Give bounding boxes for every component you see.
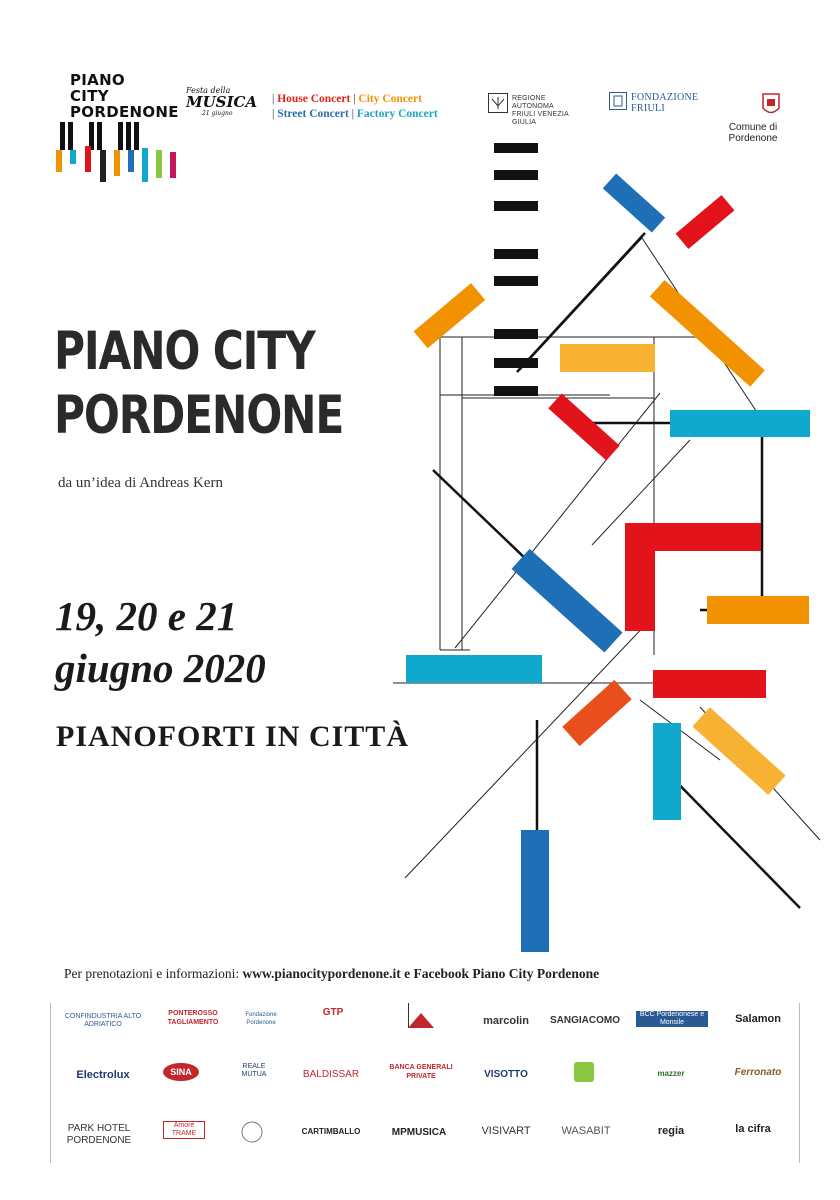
regione-line-2: FRIULI VENEZIA GIULIA xyxy=(512,111,569,126)
sponsor-la-cifra: la cifra xyxy=(735,1123,771,1135)
title-line-2: PORDENONE xyxy=(54,385,344,446)
sponsor-red-roof-icon xyxy=(406,1003,436,1033)
main-title xyxy=(54,320,343,448)
fondazione-line-2: FRIULI xyxy=(631,103,666,114)
sponsor-sangiacomo: SANGIACOMO xyxy=(550,1015,620,1026)
sponsor-baldissar: BALDISSAR xyxy=(302,1069,360,1080)
sponsor-marcolin: marcolin xyxy=(483,1015,529,1027)
sponsor-visivart: VISIVART xyxy=(481,1125,531,1137)
festa-line-3: 21 giugno xyxy=(202,110,233,117)
festa-musica-logo xyxy=(186,86,256,126)
comune-crest-icon xyxy=(762,93,780,117)
logo-line-3: PORDENONE xyxy=(70,103,179,121)
sponsor-banca-generali: BANCA GENERALI PRIVATE xyxy=(389,1064,453,1080)
sponsor-cartimballo: CARTIMBALLO xyxy=(301,1127,361,1136)
sponsor-circle-w-icon xyxy=(241,1121,263,1143)
sponsor-park-hotel: PARK HOTEL PORDENONE xyxy=(66,1123,132,1146)
sponsor-ponterosso: PONTEROSSO TAGLIAMENTO xyxy=(167,1010,219,1026)
sponsor-gtp: GTP xyxy=(322,1007,344,1018)
comune-label: Comune di Pordenone xyxy=(728,122,778,144)
sponsor-sina: SINA xyxy=(163,1063,199,1081)
sponsor-confindustria: CONFINDUSTRIA ALTO ADRIATICO xyxy=(64,1013,142,1028)
sponsor-wasabit: WASABIT xyxy=(561,1125,611,1137)
event-dates xyxy=(55,590,266,694)
piano-keys-logo-icon xyxy=(56,122,186,184)
comune-pordenone-logo xyxy=(708,93,798,144)
sponsor-reale-mutua: REALE MUTUA xyxy=(241,1063,267,1078)
logo-line-2: CITY xyxy=(70,87,109,105)
sponsor-electrolux: Electrolux xyxy=(76,1069,130,1081)
regione-line-1: REGIONE AUTONOMA xyxy=(512,95,554,110)
idea-credit: da un’idea di Andreas Kern xyxy=(58,475,223,491)
regione-eagle-icon xyxy=(488,93,508,113)
logo-line-1: PIANO xyxy=(70,71,125,89)
sponsor-fondazione-pn: Fondazione Pordenone xyxy=(245,1012,277,1026)
sponsor-mpmusica: MPMUSICA xyxy=(391,1127,447,1138)
sponsor-ferronato: Ferronato xyxy=(734,1067,782,1078)
fondazione-line-1: FONDAZIONE xyxy=(631,92,699,103)
festa-line-1: Festa della xyxy=(186,86,231,95)
subtitle: PIANOFORTI IN CITTÀ xyxy=(56,720,409,753)
sponsor-mazzer: mazzer xyxy=(657,1069,685,1078)
info-prefix: Per prenotazioni e informazioni: xyxy=(64,966,243,981)
dates-line-1: 19, 20 e 21 xyxy=(55,593,238,639)
regione-fvg-logo xyxy=(488,93,580,126)
festa-line-2: MUSICA xyxy=(186,93,258,111)
sponsor-green-leaf-icon xyxy=(573,1061,595,1083)
dates-line-2: giugno 2020 xyxy=(55,645,266,691)
booking-info xyxy=(64,966,599,982)
sponsor-salamon: Salamon xyxy=(735,1013,781,1025)
fondazione-column-icon xyxy=(609,92,627,110)
house-concert-label: House Concert xyxy=(277,93,351,105)
info-link[interactable]: www.pianocitypordenone.it e Facebook Piano City Pordenone xyxy=(242,966,600,981)
sponsor-visotto: VISOTTO xyxy=(484,1069,528,1080)
sponsors-grid xyxy=(50,1003,800,1163)
sponsor-regia: regia xyxy=(657,1125,685,1137)
city-concert-label: City Concert xyxy=(358,93,422,105)
factory-concert-label: Factory Concert xyxy=(356,108,438,120)
street-concert-label: Street Concert xyxy=(277,108,349,120)
fondazione-friuli-logo xyxy=(609,92,704,122)
piano-city-logo-text xyxy=(70,72,179,120)
concert-types: | House Concert | City Concert | Street Concert | Factory Concert xyxy=(272,93,438,120)
sponsor-amore-trame: Amore TRAME xyxy=(163,1121,205,1139)
title-line-1: PIANO CITY xyxy=(54,321,315,382)
sponsor-bcc: BCC Pordenonese e Monsile xyxy=(636,1011,708,1027)
